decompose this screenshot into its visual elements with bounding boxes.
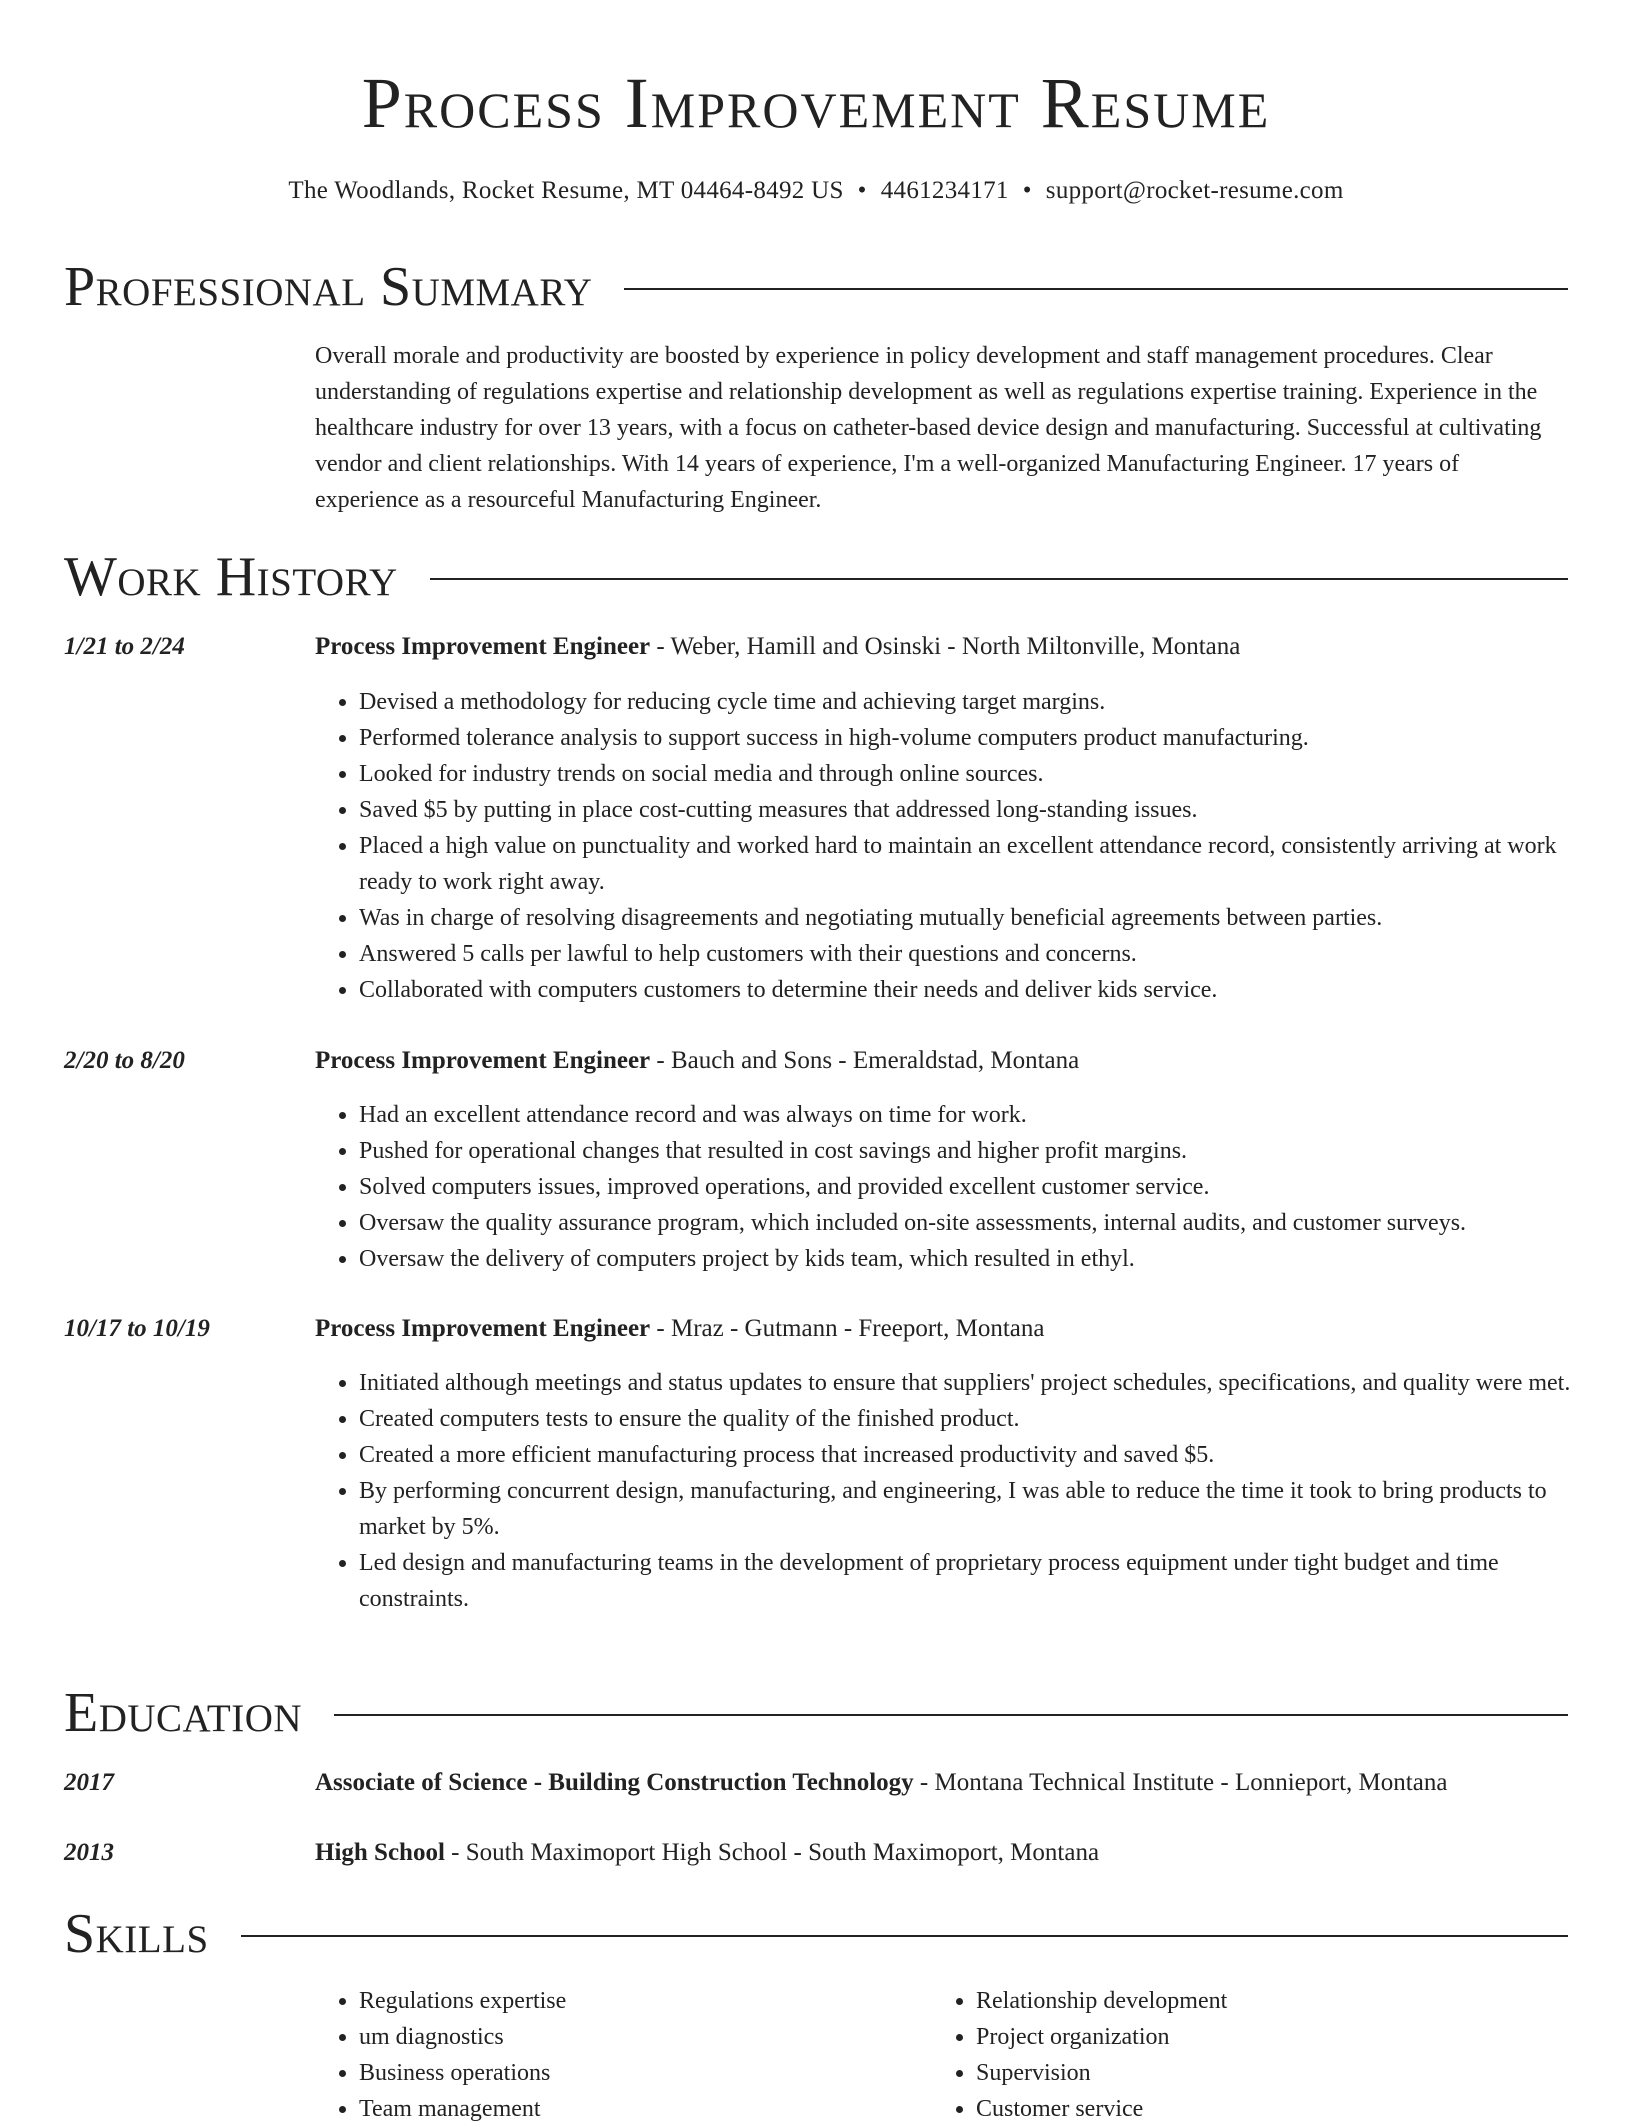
section-title-work-history: Work History [64, 546, 398, 608]
skill-item: • Project organization [976, 2019, 1536, 2055]
list-item: • Placed a high value on punctuality and worked hard to maintain an excellent attendance record, consistently arriving at work ready to work right away. [359, 828, 1609, 900]
section-title-education: Education [64, 1682, 303, 1744]
list-item: • Answered 5 calls per lawful to help customers with their questions and concerns. [359, 936, 1609, 972]
list-item: • Collaborated with computers customers to determine their needs and deliver kids service. [359, 972, 1609, 1008]
resume-title: Process Improvement Resume [361, 63, 1271, 143]
section-header-summary [64, 254, 1568, 320]
job-bullet-list [315, 1365, 1609, 1617]
list-item: • Created computers tests to ensure the quality of the finished product. [359, 1401, 1609, 1437]
job-heading [315, 1311, 1565, 1347]
list-item: • Created a more efficient manufacturing process that increased productivity and saved $5. [359, 1437, 1609, 1473]
contact-phone: 4461234171 [880, 177, 1009, 204]
summary-text: Overall morale and productivity are boosted by experience in policy development and staff management procedures. Clear understanding of regulations expertise and relationship development as well as regulations expertise training. Experience in the healthcare industry for over 13 years, with a focus on catheter-based device design and manufacturing. Successful at cultivating vendor and client relationships. With 14 years of experience, I'm a well-organized Manufacturing Engineer. 17 years of experience as a resourceful Manufacturing Engineer. [315, 343, 1542, 513]
section-header-skills [64, 1901, 1568, 1967]
list-item: • Devised a methodology for reducing cycle time and achieving target margins. [359, 684, 1609, 720]
skills-list-right [932, 1983, 1536, 2127]
contact-line [0, 173, 1632, 209]
skill-item: • Supervision [976, 2055, 1536, 2091]
job-bullet-list [315, 1097, 1609, 1277]
list-item: • Initiated although meetings and status updates to ensure that suppliers' project schedules, specifications, and quality were met. [359, 1365, 1609, 1401]
section-divider [430, 578, 1568, 580]
job-title: Process Improvement Engineer [315, 1047, 651, 1074]
education-entry [315, 1765, 1565, 1801]
section-title-skills: Skills [64, 1903, 209, 1965]
list-item: • Oversaw the delivery of computers project by kids team, which resulted in ethyl. [359, 1241, 1609, 1277]
section-divider [624, 288, 1568, 290]
contact-separator: • [857, 177, 867, 204]
list-item: • By performing concurrent design, manufacturing, and engineering, I was able to reduce the time it took to bring products to market by 5%. [359, 1473, 1609, 1545]
skill-item: • Team management [359, 2091, 919, 2127]
skill-item: • Business operations [359, 2055, 919, 2091]
education-degree: Associate of Science - Building Construction Technology [315, 1769, 914, 1796]
job-heading [315, 629, 1565, 665]
education-entry [315, 1835, 1565, 1871]
job-details: - Mraz - Gutmann - Freeport, Montana [650, 1315, 1045, 1342]
list-item: • Was in charge of resolving disagreements and negotiating mutually beneficial agreements between parties. [359, 900, 1609, 936]
job-details: - Weber, Hamill and Osinski - North Miltonville, Montana [650, 633, 1241, 660]
education-degree: High School [315, 1839, 445, 1866]
section-divider [241, 1935, 1568, 1937]
job-title: Process Improvement Engineer [315, 633, 651, 660]
contact-separator: • [1022, 177, 1032, 204]
education-year: 2017 [64, 1769, 114, 1796]
job-title: Process Improvement Engineer [315, 1315, 651, 1342]
skill-item: • um diagnostics [359, 2019, 919, 2055]
job-details: - Bauch and Sons - Emeraldstad, Montana [650, 1047, 1080, 1074]
contact-address: The Woodlands, Rocket Resume, MT 04464-8492 US [288, 177, 844, 204]
list-item: • Had an excellent attendance record and was always on time for work. [359, 1097, 1609, 1133]
contact-email: support@rocket-resume.com [1045, 177, 1344, 204]
job-dates: 10/17 to 10/19 [64, 1315, 210, 1342]
list-item: • Solved computers issues, improved operations, and provided excellent customer service. [359, 1169, 1609, 1205]
job-dates: 1/21 to 2/24 [64, 633, 185, 660]
list-item: • Saved $5 by putting in place cost-cutting measures that addressed long-standing issues. [359, 792, 1609, 828]
list-item: • Performed tolerance analysis to support success in high-volume computers product manufacturing. [359, 720, 1609, 756]
list-item: • Looked for industry trends on social media and through online sources. [359, 756, 1609, 792]
section-header-education [64, 1680, 1568, 1746]
section-title-summary: Professional Summary [64, 256, 593, 318]
section-divider [334, 1714, 1568, 1716]
skills-list-left [315, 1983, 919, 2127]
section-header-work-history [64, 544, 1568, 610]
education-details: - South Maximoport High School - South Maximoport, Montana [444, 1839, 1100, 1866]
list-item: • Oversaw the quality assurance program, which included on-site assessments, internal audits, and customer surveys. [359, 1205, 1609, 1241]
list-item: • Led design and manufacturing teams in the development of proprietary process equipment under tight budget and time constraints. [359, 1545, 1609, 1617]
job-bullet-list [315, 684, 1609, 1008]
skill-item: • Regulations expertise [359, 1983, 919, 2019]
list-item: • Pushed for operational changes that resulted in cost savings and higher profit margins. [359, 1133, 1609, 1169]
job-dates: 2/20 to 8/20 [64, 1047, 185, 1074]
skill-item: • Relationship development [976, 1983, 1536, 2019]
job-heading [315, 1043, 1565, 1079]
skill-item: • Customer service [976, 2091, 1536, 2127]
education-details: - Montana Technical Institute - Lonnieport, Montana [913, 1769, 1448, 1796]
education-year: 2013 [64, 1839, 114, 1866]
